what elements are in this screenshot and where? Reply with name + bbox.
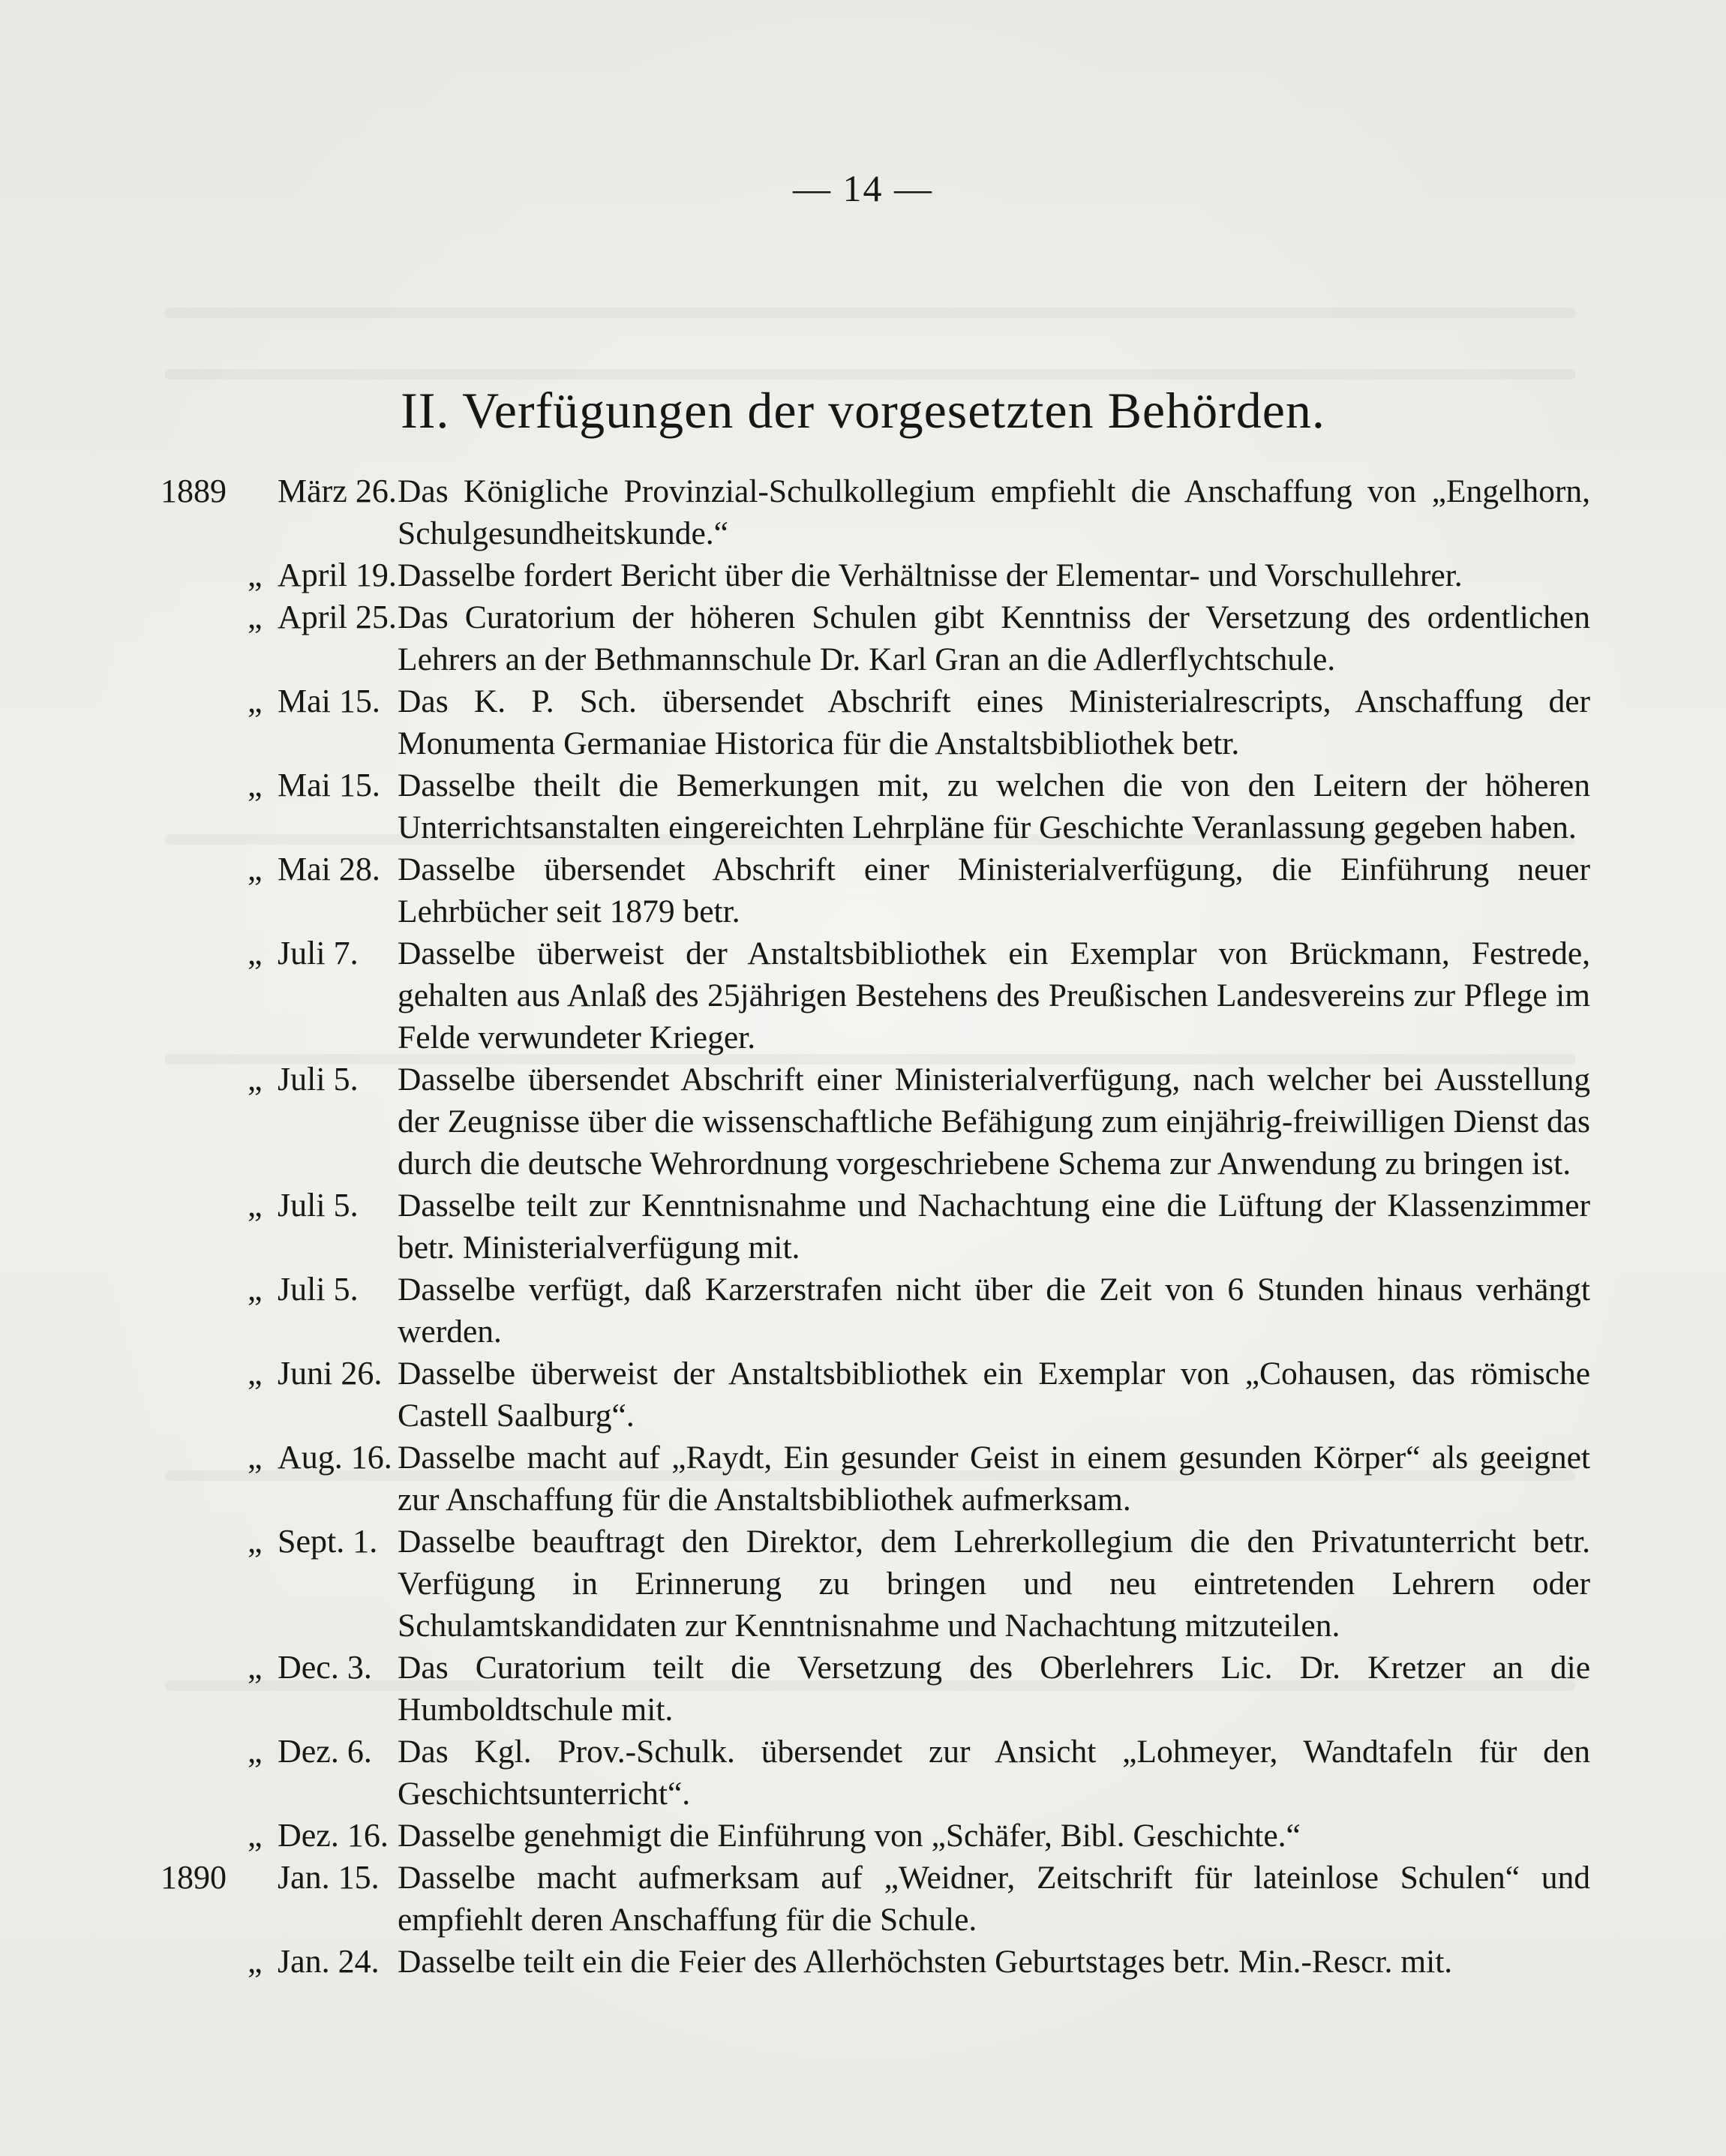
ditto-mark: „	[248, 851, 263, 887]
entry-date-cell	[248, 554, 397, 596]
entry-date-cell	[248, 1815, 389, 1857]
entry-date: Dez. 6.	[278, 1733, 372, 1770]
entry-text: Das Kgl. Prov.-Schulk. übersendet zur Ansicht „Lohmeyer, Wandtafeln für den Geschichtsunterricht“.	[398, 1734, 1590, 1812]
entry-text: Dasselbe übersendet Abschrift einer Ministerialverfügung, die Einführung neuer Lehrbücher seit 1879 betr.	[398, 851, 1590, 929]
entry-date-cell	[248, 1185, 368, 1227]
entry-date: Aug. 16.	[278, 1439, 392, 1476]
entry-date: Juli 5.	[278, 1271, 359, 1308]
entry-date-cell	[248, 470, 397, 512]
entry-date: Juni 26.	[278, 1355, 383, 1392]
entry-date: Juli 5.	[278, 1187, 359, 1224]
ditto-mark: „	[248, 1649, 263, 1686]
entry-date: Jan. 24.	[278, 1943, 380, 1980]
decree-entry	[0, 764, 1726, 848]
entry-text: Dasselbe übersendet Abschrift einer Ministerialverfügung, nach welcher bei Ausstellung der Zeugnisse über die wissenschaftliche Befähigung zum einjährig-freiwilligen Dienst das durch die deutsche Wehrordnung vorgeschriebene Schema zur Anwendung zu bringen ist.	[398, 1061, 1590, 1182]
decree-entry	[0, 1647, 1726, 1731]
entry-text: Das Curatorium der höheren Schulen gibt Kenntniss der Versetzung des ordentlichen Lehrers an der Bethmannschule Dr. Karl Gran an die Adlerflychtschule.	[398, 599, 1590, 677]
bleed-through-line	[165, 369, 1575, 380]
entry-text: Dasselbe macht auf „Raydt, Ein gesunder Geist in einem gesunden Körper“ als geeignet zur Anschaffung für die Anstaltsbibliothek aufmerksam.	[398, 1440, 1590, 1518]
ditto-mark: „	[248, 1817, 263, 1854]
entry-text: Dasselbe beauftragt den Direktor, dem Lehrerkollegium die den Privatunterricht betr. Verfügung in Erinnerung zu bringen und neu eintretenden Lehrern oder Schulamtskandidaten zur Kenntnisnahme und Nachachtung mitzuteilen.	[398, 1524, 1590, 1644]
entry-year: 1889	[161, 473, 227, 509]
ditto-mark: „	[248, 683, 263, 719]
entry-text: Dasselbe verfügt, daß Karzerstrafen nicht über die Zeit von 6 Stunden hinaus verhängt werden.	[398, 1272, 1590, 1350]
entry-date-cell	[248, 1731, 372, 1773]
ditto-mark: „	[248, 1061, 263, 1098]
entry-text: Das K. P. Sch. übersendet Abschrift eines Ministerialrescripts, Anschaffung der Monumenta Germaniae Historica für die Anstaltsbibliothek betr.	[398, 683, 1590, 761]
decree-entry	[0, 1857, 1726, 1941]
ditto-mark: „	[248, 767, 263, 803]
entry-date-cell	[248, 848, 380, 890]
entry-date: Dez. 16.	[278, 1817, 389, 1854]
decree-entry	[0, 1353, 1726, 1437]
decree-entry	[0, 680, 1726, 764]
decree-entry	[0, 1731, 1726, 1815]
entry-date: Mai 15.	[278, 683, 380, 719]
entry-date-cell	[248, 596, 397, 638]
decree-entry	[0, 1269, 1726, 1353]
entry-date: Mai 15.	[278, 767, 380, 803]
entry-text: Das Königliche Provinzial-Schulkollegium empfiehlt die Anschaffung von „Engelhorn, Schulgesundheitskunde.“	[398, 473, 1590, 551]
entry-date: April 19.	[278, 557, 397, 593]
decree-entry	[0, 1058, 1726, 1185]
decree-entry	[0, 1185, 1726, 1269]
entry-date: Dec. 3.	[278, 1649, 372, 1686]
ditto-mark: „	[248, 1439, 263, 1476]
entry-date-cell	[248, 1941, 380, 1983]
decree-entry	[0, 848, 1726, 932]
entry-text: Dasselbe macht aufmerksam auf „Weidner, Zeitschrift für lateinlose Schulen“ und empfiehlt deren Anschaffung für die Schule.	[398, 1860, 1590, 1938]
entry-text: Dasselbe überweist der Anstaltsbibliothek ein Exemplar von „Cohausen, das römische Castell Saalburg“.	[398, 1356, 1590, 1434]
entry-text: Dasselbe genehmigt die Einführung von „Schäfer, Bibl. Geschichte.“	[398, 1818, 1301, 1854]
ditto-mark: „	[248, 935, 263, 971]
entry-text: Dasselbe fordert Bericht über die Verhältnisse der Elementar- und Vorschullehrer.	[398, 557, 1463, 593]
entry-date-cell	[248, 1647, 372, 1689]
ditto-mark: „	[248, 1271, 263, 1308]
entry-text: Dasselbe überweist der Anstaltsbibliothek ein Exemplar von Brückmann, Festrede, gehalten aus Anlaß des 25jährigen Bestehens des Preußischen Landesvereins zur Pflege im Felde verwundeter Krieger.	[398, 935, 1590, 1055]
decree-entry	[0, 1815, 1726, 1857]
section-title: II. Verfügungen der vorgesetzten Behörden.	[401, 382, 1325, 439]
decree-entry	[0, 1941, 1726, 1983]
entry-text: Dasselbe teilt zur Kenntnisnahme und Nachachtung eine die Lüftung der Klassenzimmer betr. Ministerialverfügung mit.	[398, 1188, 1590, 1266]
entry-date: Juli 7.	[278, 935, 359, 971]
entry-date-cell	[248, 764, 380, 806]
ditto-mark: „	[248, 1943, 263, 1980]
entry-date: März 26.	[278, 473, 397, 509]
entry-date-cell	[248, 1269, 368, 1311]
entry-date: Mai 28.	[278, 851, 380, 887]
entry-text: Dasselbe teilt ein die Feier des Allerhöchsten Geburtstages betr. Min.-Rescr. mit.	[398, 1944, 1453, 1980]
ditto-mark: „	[248, 599, 263, 635]
decree-entry	[0, 1437, 1726, 1521]
ditto-mark: „	[248, 557, 263, 593]
ditto-mark: „	[248, 1523, 263, 1560]
decree-entry	[0, 1521, 1726, 1647]
entry-date-cell	[248, 1058, 368, 1101]
decree-entry	[0, 470, 1726, 554]
entry-date: Jan. 15.	[278, 1859, 380, 1896]
decree-entry	[0, 932, 1726, 1058]
decree-list	[0, 470, 1726, 1983]
decree-entry	[0, 554, 1726, 596]
ditto-mark: „	[248, 1187, 263, 1224]
page-number: — 14 —	[793, 167, 933, 209]
bleed-through-line	[165, 308, 1575, 318]
entry-text: Das Curatorium teilt die Versetzung des Oberlehrers Lic. Dr. Kretzer an die Humboldtschule mit.	[398, 1650, 1590, 1728]
entry-date-cell	[248, 680, 380, 722]
decree-entry	[0, 596, 1726, 680]
entry-date-cell	[248, 1857, 380, 1899]
entry-year: 1890	[161, 1859, 227, 1896]
entry-date: Juli 5.	[278, 1061, 359, 1098]
entry-date-cell	[248, 1437, 392, 1479]
ditto-mark: „	[248, 1355, 263, 1392]
entry-text: Dasselbe theilt die Bemerkungen mit, zu welchen die von den Leitern der höheren Unterrichtsanstalten eingereichten Lehrpläne für Geschichte Veranlassung gegeben haben.	[398, 767, 1590, 845]
entry-date: April 25.	[278, 599, 397, 635]
entry-date: Sept. 1.	[278, 1523, 378, 1560]
entry-date-cell	[248, 932, 368, 974]
entry-date-cell	[248, 1353, 383, 1395]
ditto-mark: „	[248, 1733, 263, 1770]
entry-date-cell	[248, 1521, 378, 1563]
